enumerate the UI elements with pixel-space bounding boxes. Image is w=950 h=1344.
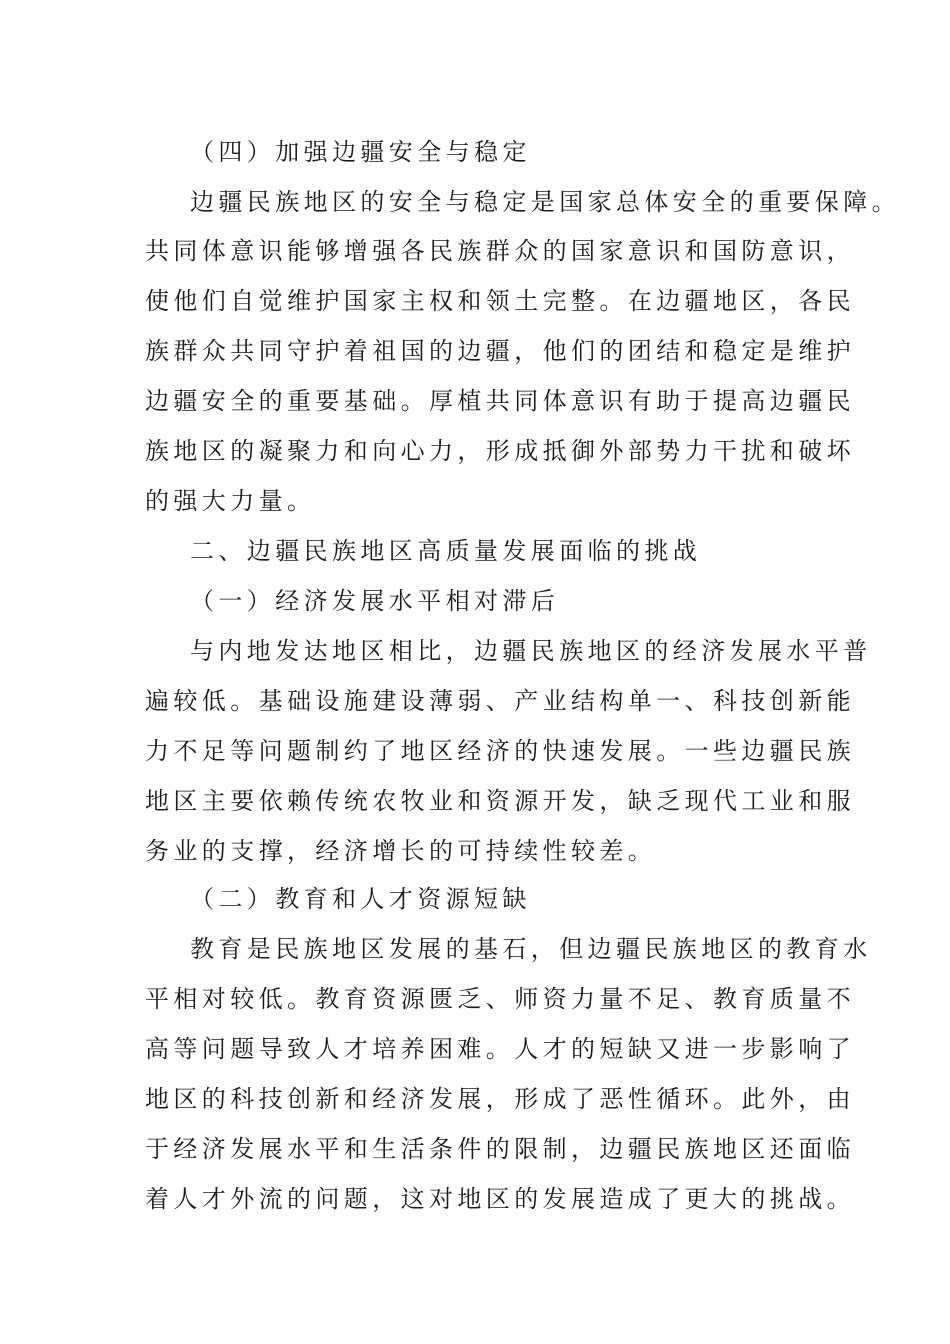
- paragraph-line: 遍较低。基础设施建设薄弱、产业结构单一、科技创新能: [145, 687, 855, 715]
- paragraph-line: 族地区的凝聚力和向心力，形成抵御外部势力干扰和破坏: [145, 437, 855, 465]
- paragraph-line: 使他们自觉维护国家主权和领土完整。在边疆地区，各民: [145, 287, 855, 315]
- paragraph-line: 务业的支撑，经济增长的可持续性较差。: [145, 837, 657, 865]
- paragraph-line: 地区的科技创新和经济发展，形成了恶性循环。此外，由: [145, 1085, 855, 1113]
- paragraph-line: 平相对较低。教育资源匮乏、师资力量不足、教育质量不: [145, 985, 855, 1013]
- paragraph-line: 高等问题导致人才培养困难。人才的短缺又进一步影响了: [145, 1035, 855, 1063]
- section-heading: （一）经济发展水平相对滞后: [190, 587, 560, 615]
- paragraph-line: 的强大力量。: [145, 487, 316, 515]
- paragraph-line: 边疆安全的重要基础。厚植共同体意识有助于提高边疆民: [145, 387, 855, 415]
- paragraph-line: 力不足等问题制约了地区经济的快速发展。一些边疆民族: [145, 737, 855, 765]
- paragraph-line: 于经济发展水平和生活条件的限制，边疆民族地区还面临: [145, 1135, 855, 1163]
- section-heading: （四）加强边疆安全与稳定: [190, 138, 531, 166]
- paragraph-line: 族群众共同守护着祖国的边疆，他们的团结和稳定是维护: [145, 337, 855, 365]
- paragraph-line: 与内地发达地区相比，边疆民族地区的经济发展水平普: [190, 637, 872, 665]
- paragraph-line: 边疆民族地区的安全与稳定是国家总体安全的重要保障。: [190, 188, 900, 216]
- paragraph-line: 地区主要依赖传统农牧业和资源开发，缺乏现代工业和服: [145, 787, 855, 815]
- chapter-heading: 二、边疆民族地区高质量发展面临的挑战: [190, 537, 702, 565]
- paragraph-line: 共同体意识能够增强各民族群众的国家意识和国防意识，: [145, 237, 855, 265]
- paragraph-line: 着人才外流的问题，这对地区的发展造成了更大的挑战。: [145, 1185, 855, 1213]
- paragraph-line: 教育是民族地区发展的基石，但边疆民族地区的教育水: [190, 935, 872, 963]
- section-heading: （二）教育和人才资源短缺: [190, 885, 531, 913]
